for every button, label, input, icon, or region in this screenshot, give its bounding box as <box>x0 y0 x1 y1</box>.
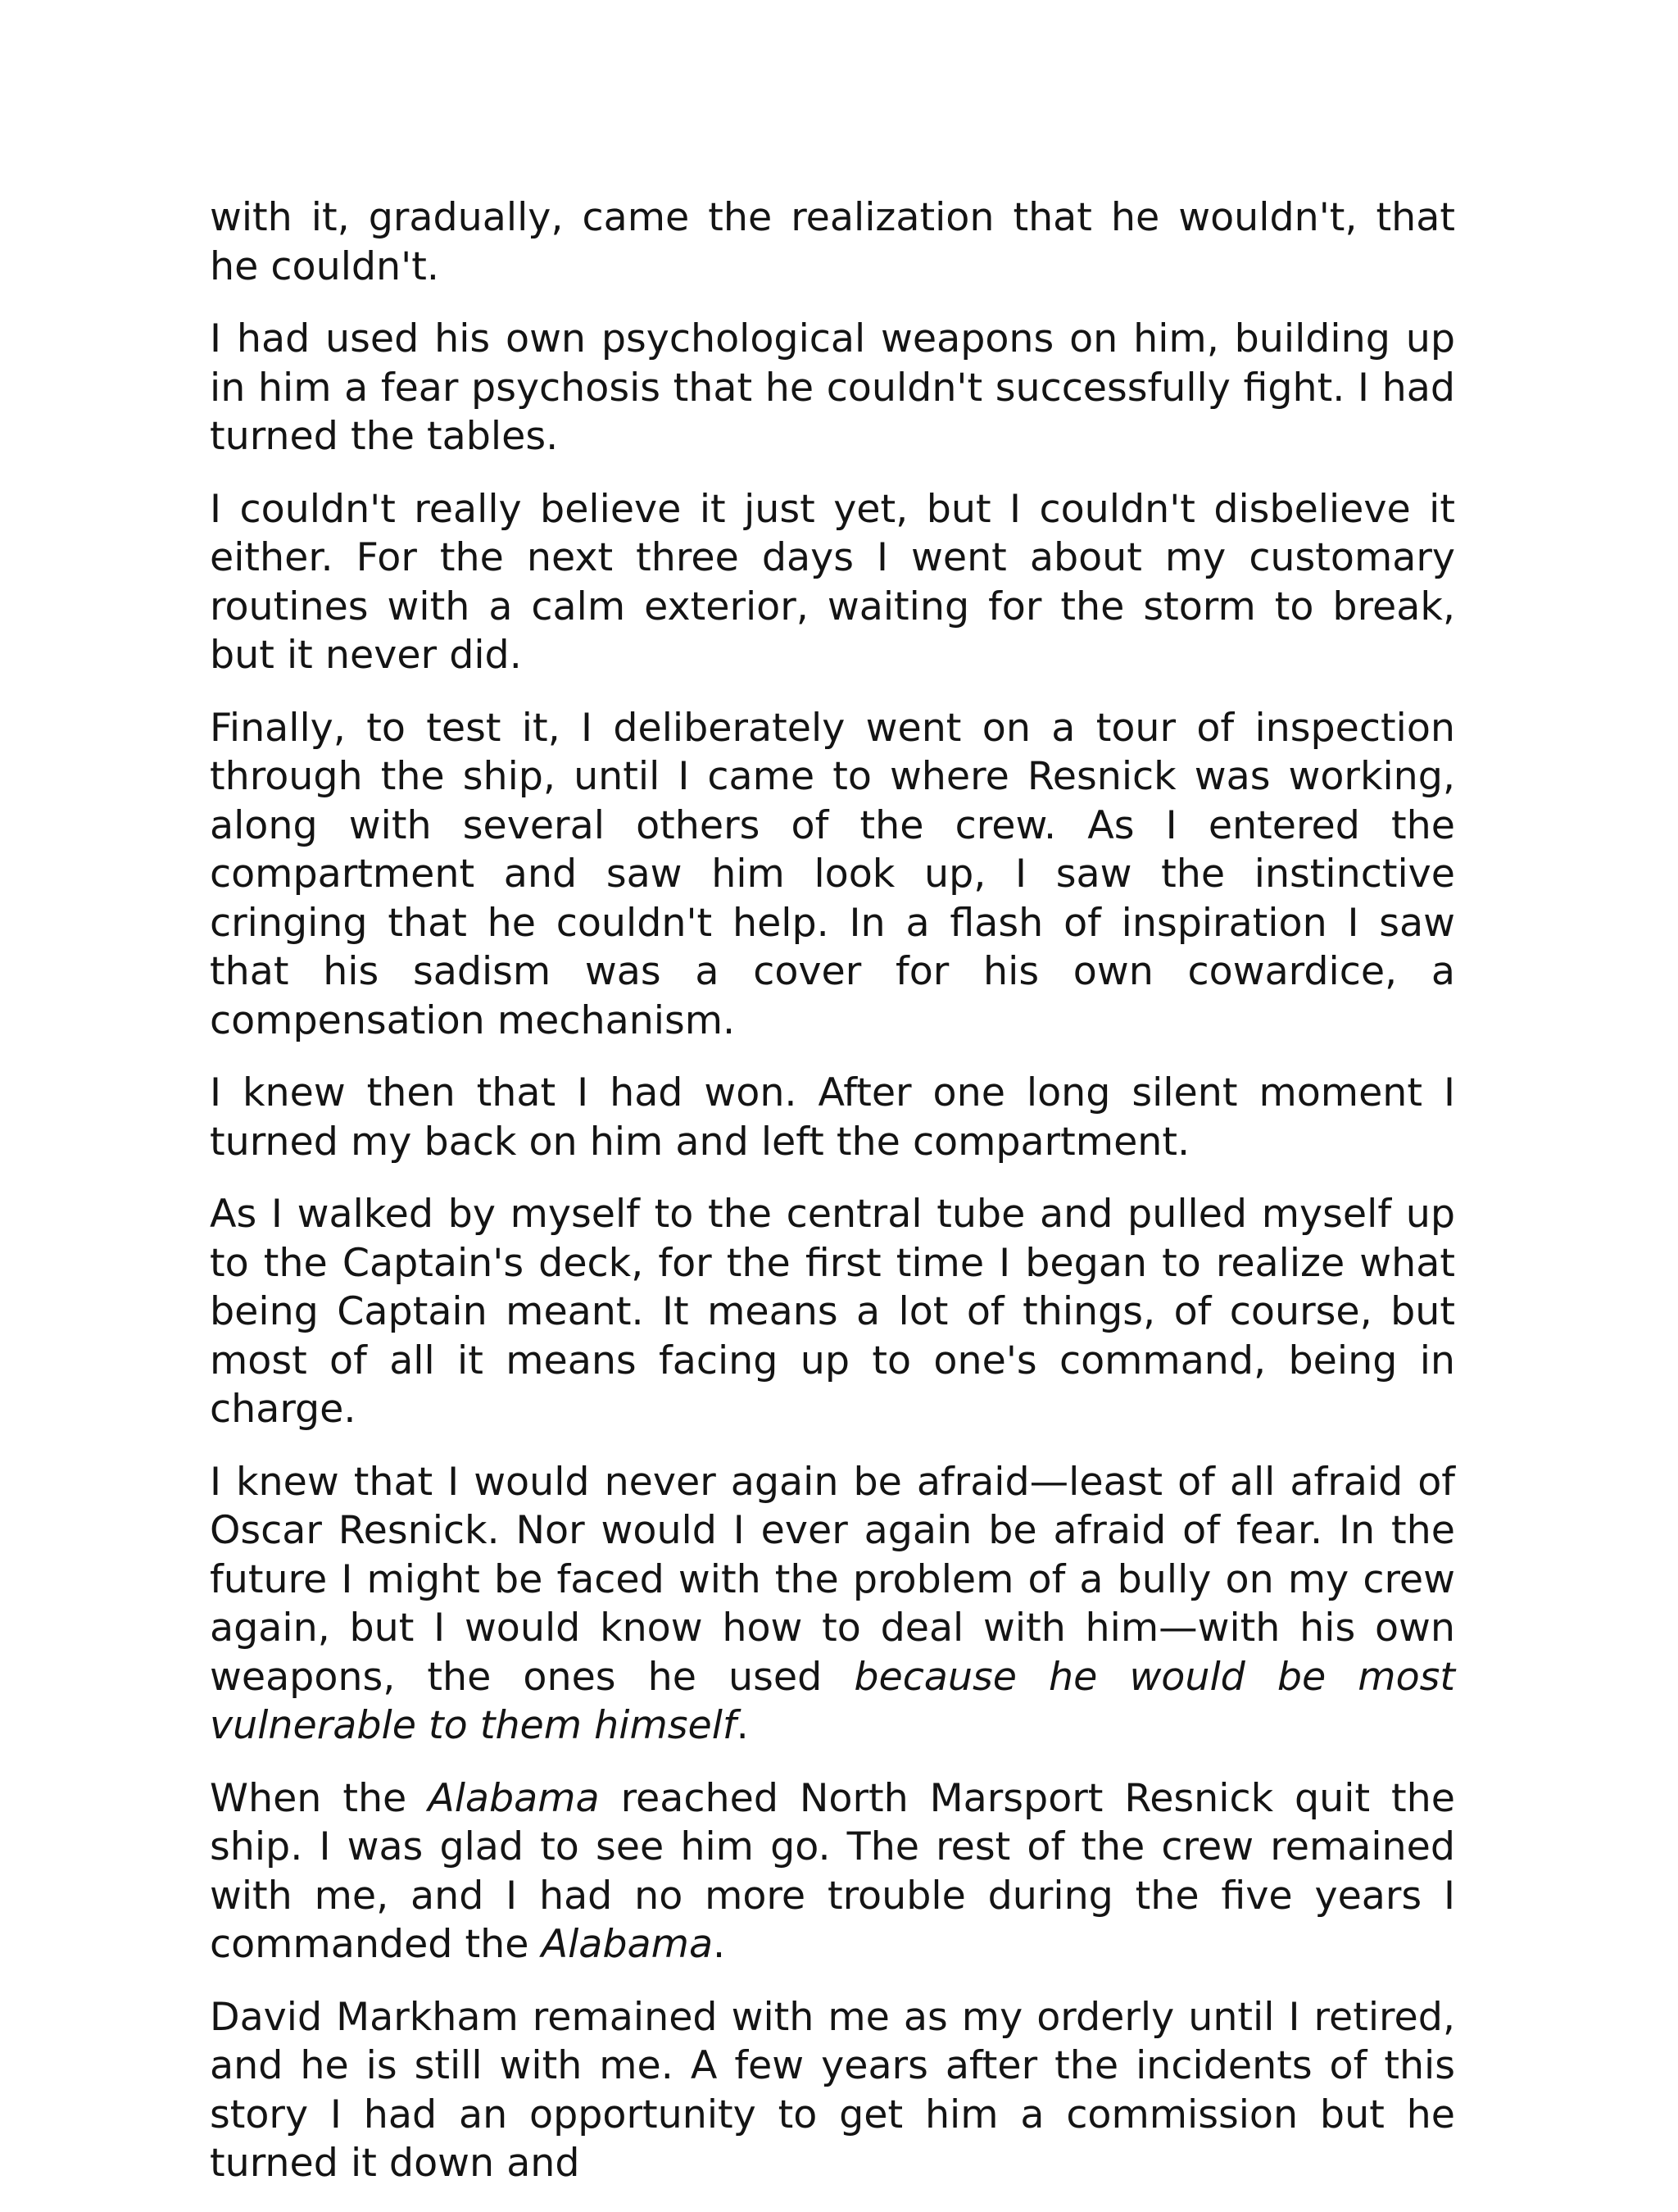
paragraph-5 <box>210 1069 1455 1166</box>
paragraph-7-italic-phrase: because he would be most vulnerable to them himself <box>210 1654 1456 1748</box>
paragraph-7-end: . <box>736 1703 749 1748</box>
paragraph-4-text: Finally, to test it, I deliberately went on a tour of inspection through the ship, until I came to where Resnick was working, along with several others of the crew. As I entered the compartment and saw him look up, I saw the instinctive cringing that he couldn't help. In a flash of inspiration I saw that his sadism was a cover for his own cowardice, a compensation mechanism. <box>210 705 1455 1043</box>
paragraph-8 <box>210 1774 1455 1969</box>
paragraph-5-text: I knew then that I had won. After one long silent moment I turned my back on him and left the compartment. <box>210 1070 1455 1165</box>
paragraph-8-end: . <box>713 1922 726 1967</box>
ship-name-alabama: Alabama <box>541 1922 714 1967</box>
book-page <box>210 193 1455 2212</box>
paragraph-1 <box>210 193 1455 291</box>
paragraph-2-text: I had used his own psychological weapons on him, building up in him a fear psychosis that he couldn't successfully fight. I had turned the tables. <box>210 316 1455 459</box>
paragraph-9 <box>210 1993 1455 2188</box>
paragraph-9-text: David Markham remained with me as my orderly until I retired, and he is still with me. A few years after the incidents of this story I had an opportunity to get him a commission but he turned it down and <box>210 1994 1455 2186</box>
paragraph-6 <box>210 1190 1455 1434</box>
paragraph-7-text: I knew that I would never again be afraid—least of all afraid of Oscar Resnick. Nor would I ever again be afraid of fear. In the future I might be faced with the problem of a bully on my crew again, but I would know how to deal with him—with his own weapons, the ones he used <box>210 1459 1455 1700</box>
paragraph-2 <box>210 315 1455 461</box>
paragraph-8-text-start: When the <box>210 1775 429 1821</box>
paragraph-8-text-middle: reached North Marsport Resnick quit the ship. I was glad to see him go. The rest of the crew remained with me, and I had no more trouble during the five years I commanded the <box>210 1775 1455 1967</box>
paragraph-7 <box>210 1458 1455 1751</box>
paragraph-3 <box>210 485 1455 680</box>
paragraph-6-text: As I walked by myself to the central tube and pulled myself up to the Captain's deck, for the first time I began to realize what being Captain meant. It means a lot of things, of course, but most of all it means facing up to one's command, being in charge. <box>210 1192 1455 1432</box>
ship-name-alabama: Alabama <box>428 1775 600 1821</box>
paragraph-4 <box>210 704 1455 1046</box>
paragraph-3-text: I couldn't really believe it just yet, but I couldn't disbelieve it either. For the next three days I went about my customary routines with a calm exterior, waiting for the storm to break, but it never did. <box>210 486 1455 678</box>
paragraph-1-text: with it, gradually, came the realization that he wouldn't, that he couldn't. <box>210 195 1455 289</box>
